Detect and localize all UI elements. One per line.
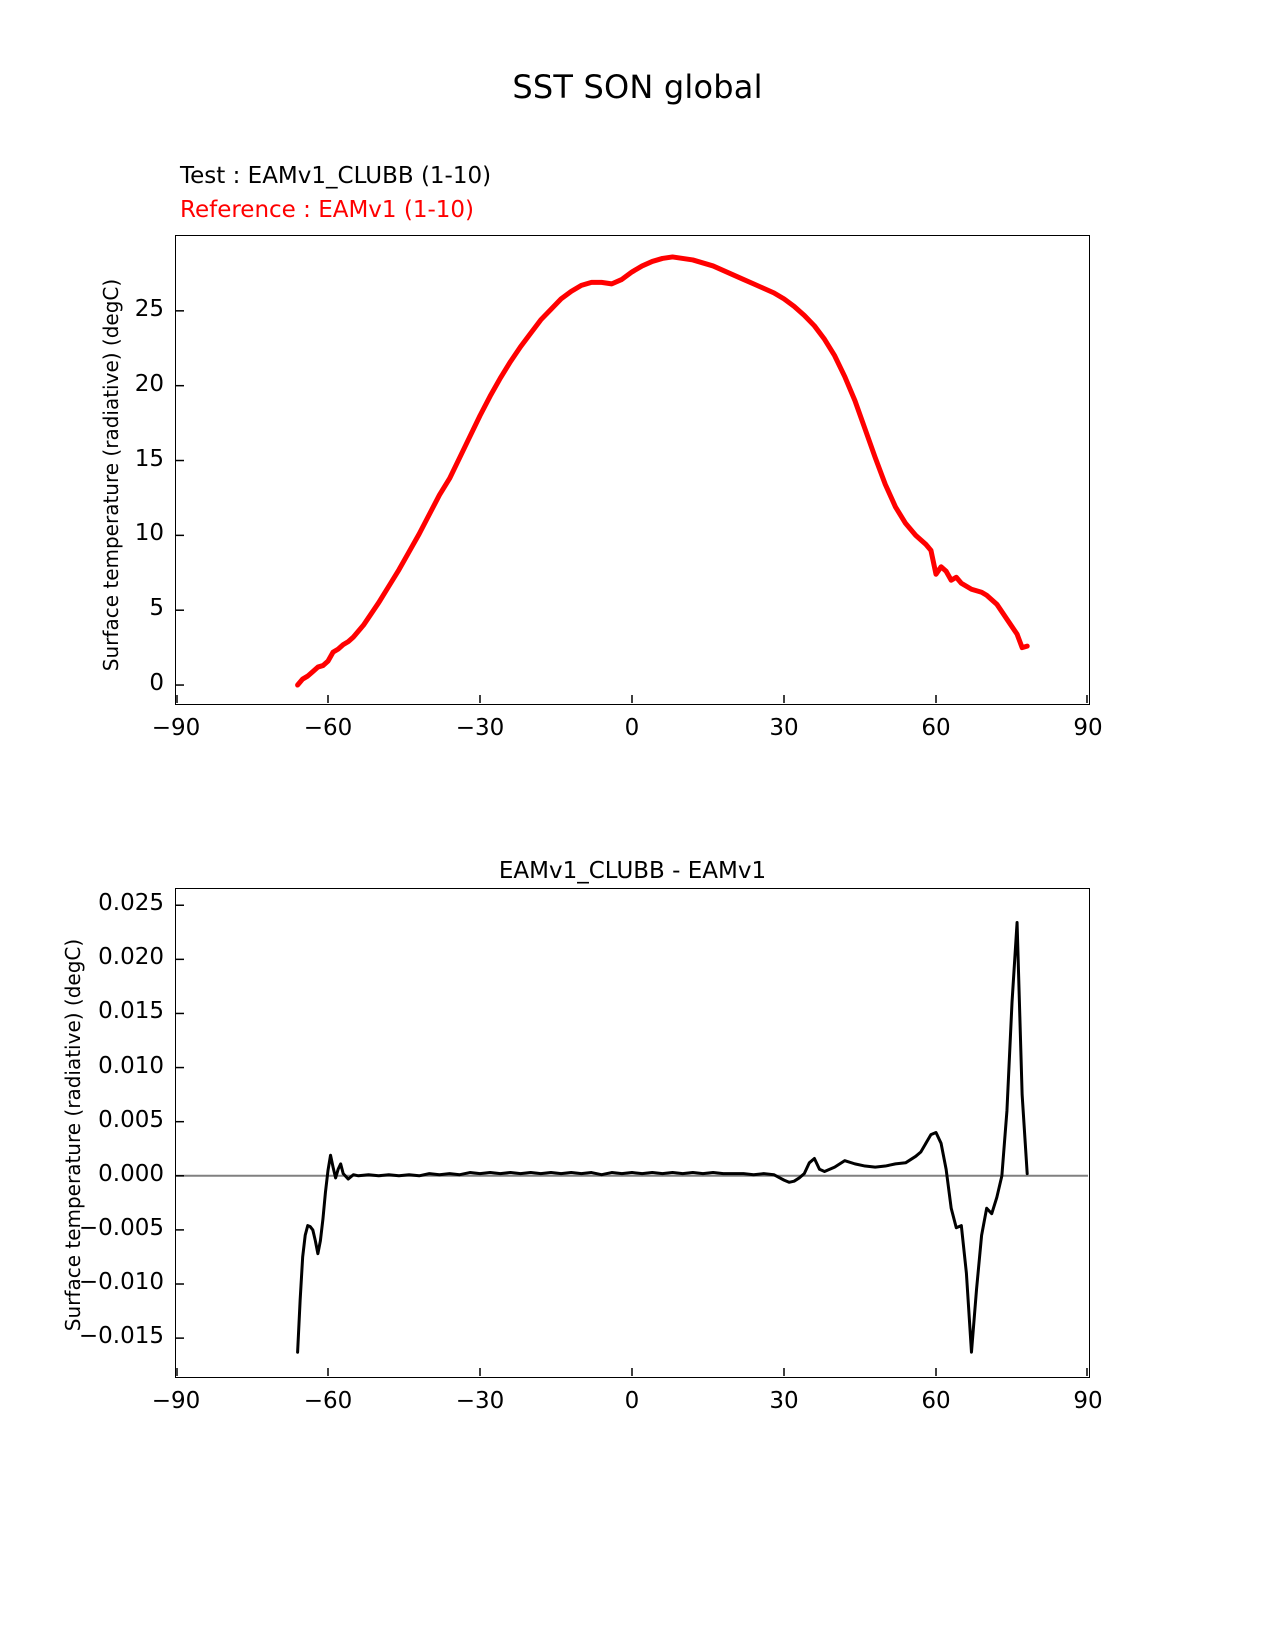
- diff-chart-y-axis-label-text: Surface temperature (radiative) (degC): [61, 938, 85, 1332]
- y-axis-tick-label: −0.015: [78, 1323, 164, 1350]
- y-axis-tick-label: 0.020: [98, 944, 164, 971]
- diff-chart-plot-area: [175, 888, 1090, 1378]
- y-axis-tick-label: −0.005: [78, 1214, 164, 1241]
- x-axis-tick-label: 90: [1073, 715, 1103, 741]
- top-chart-svg: [176, 236, 1088, 703]
- x-axis-tick-label: 0: [624, 715, 640, 741]
- x-axis-tick-label: 60: [921, 1388, 951, 1414]
- x-axis-tick-label: −30: [455, 715, 505, 741]
- y-axis-tick-label: 20: [134, 370, 164, 397]
- y-axis-tick-label: 0.025: [98, 890, 164, 917]
- y-axis-tick-label: 0: [149, 670, 164, 697]
- x-axis-tick-label: −60: [303, 1388, 353, 1414]
- y-axis-tick-label: 10: [134, 520, 164, 547]
- y-axis-tick-label: 0.005: [98, 1106, 164, 1133]
- x-axis-tick-label: −30: [455, 1388, 505, 1414]
- legend-test-label: Test : EAMv1_CLUBB (1-10): [180, 163, 492, 189]
- diff-chart-svg: [176, 889, 1088, 1376]
- legend-reference-label: Reference : EAMv1 (1-10): [180, 197, 475, 223]
- x-axis-tick-label: 30: [769, 715, 799, 741]
- y-axis-tick-label: 0.000: [98, 1160, 164, 1187]
- diff-chart-title: EAMv1_CLUBB - EAMv1: [498, 858, 767, 884]
- y-axis-tick-label: 5: [149, 595, 164, 622]
- y-axis-tick-label: 15: [134, 445, 164, 472]
- figure-title: SST SON global: [512, 68, 763, 106]
- x-axis-tick-label: 60: [921, 715, 951, 741]
- top-chart-y-axis-label-text: Surface temperature (radiative) (degC): [99, 278, 123, 672]
- y-axis-tick-label: −0.010: [78, 1269, 164, 1295]
- x-axis-tick-label: 0: [624, 1388, 640, 1414]
- y-axis-tick-label: 0.015: [98, 998, 164, 1025]
- data-series-line: [298, 257, 1028, 685]
- y-axis-tick-label: 0.010: [98, 1052, 164, 1079]
- y-axis-tick-label: 25: [134, 295, 164, 322]
- x-axis-tick-label: −90: [151, 715, 201, 741]
- top-chart-plot-area: [175, 235, 1090, 705]
- x-axis-tick-label: −90: [151, 1388, 201, 1414]
- x-axis-tick-label: 30: [769, 1388, 799, 1414]
- x-axis-tick-label: 90: [1073, 1388, 1103, 1414]
- data-series-line: [298, 923, 1028, 1353]
- x-axis-tick-label: −60: [303, 715, 353, 741]
